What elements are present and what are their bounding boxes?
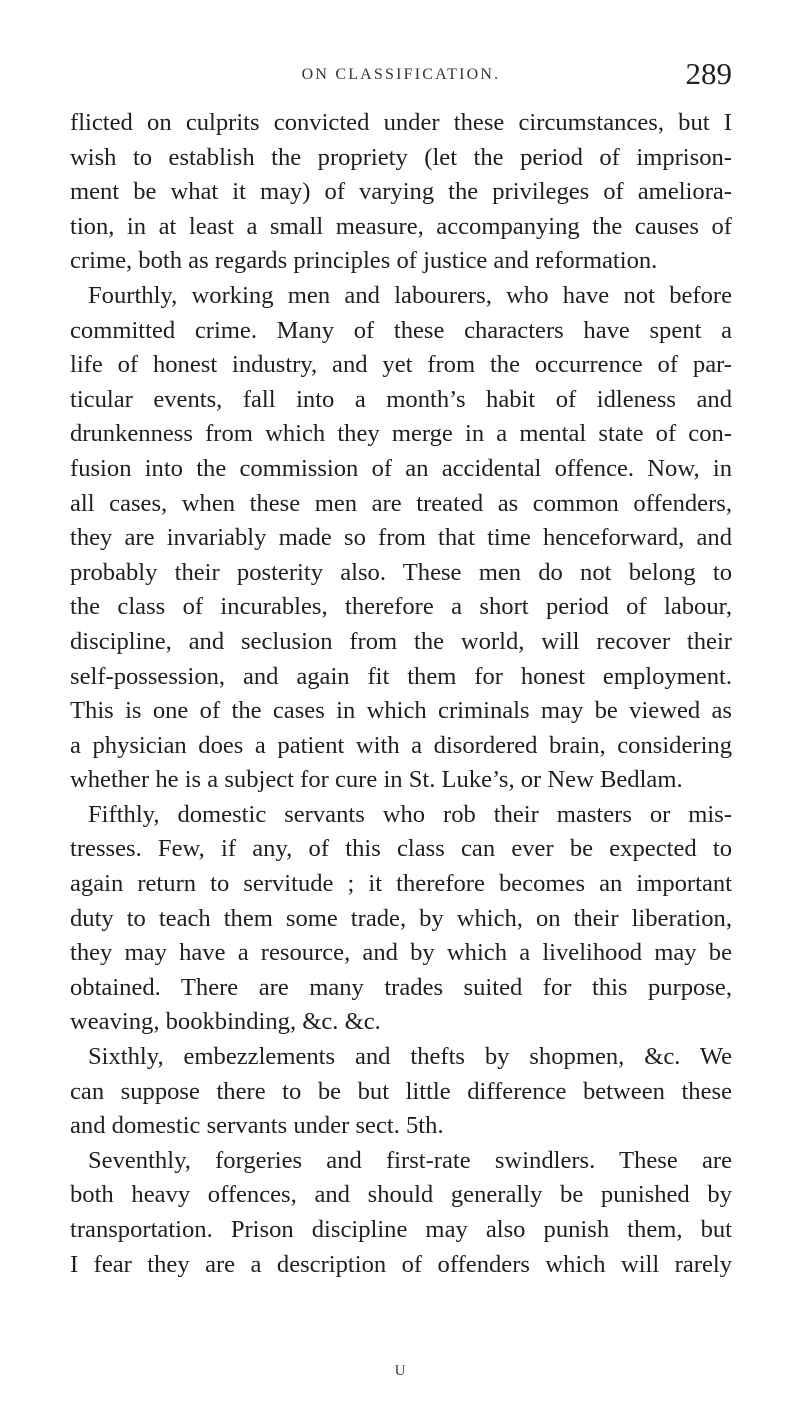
text-line: the class of incurables, therefore a short period of labour, bbox=[70, 593, 732, 621]
running-title: ON CLASSIFICATION. bbox=[301, 66, 501, 83]
text-line: life of honest industry, and yet from the occurrence of par- bbox=[70, 351, 732, 379]
text-line: all cases, when these men are treated as common offenders, bbox=[70, 489, 732, 517]
text-line: Fourthly, working men and labourers, who have not before bbox=[88, 281, 732, 309]
text-line: obtained. There are many trades suited for this purpose, bbox=[70, 973, 732, 1001]
text-line: crime, both as regards principles of justice and reformation. bbox=[70, 247, 658, 275]
text-line: duty to teach them some trade, by which, on their liberation, bbox=[70, 904, 732, 932]
text-line: both heavy offences, and should generally be punished by bbox=[70, 1181, 732, 1209]
text-line: and domestic servants under sect. 5th. bbox=[70, 1112, 444, 1140]
text-line: Seventhly, forgeries and first-rate swindlers. These are bbox=[88, 1146, 732, 1174]
text-line: whether he is a subject for cure in St. Luke’s, or New Bedlam. bbox=[70, 766, 683, 794]
text-line: weaving, bookbinding, &c. &c. bbox=[70, 1008, 381, 1036]
text-line: tresses. Few, if any, of this class can ever be expected to bbox=[70, 835, 732, 863]
text-line: again return to servitude ; it therefore becomes an important bbox=[70, 870, 732, 898]
text-line: committed crime. Many of these characters have spent a bbox=[70, 316, 732, 344]
text-line: I fear they are a description of offenders which will rarely bbox=[70, 1250, 732, 1278]
signature-mark: U bbox=[394, 1363, 406, 1379]
text-line: drunkenness from which they merge in a mental state of con- bbox=[70, 420, 732, 448]
page-number: 289 bbox=[685, 56, 732, 91]
text-line: Fifthly, domestic servants who rob their masters or mis- bbox=[88, 800, 732, 828]
text-line: ment be what it may) of varying the privileges of ameliora- bbox=[70, 178, 732, 206]
text-line: can suppose there to be but little difference between these bbox=[70, 1077, 732, 1105]
text-line: This is one of the cases in which criminals may be viewed as bbox=[70, 697, 732, 725]
text-line: they are invariably made so from that time henceforward, and bbox=[70, 524, 732, 552]
text-line: tion, in at least a small measure, accompanying the causes of bbox=[70, 212, 732, 240]
text-line: fusion into the commission of an accidental offence. Now, in bbox=[70, 454, 732, 482]
text-line: wish to establish the propriety (let the period of imprison- bbox=[70, 143, 732, 171]
text-line: flicted on culprits convicted under these circumstances, but I bbox=[70, 109, 732, 136]
text-line: transportation. Prison discipline may also punish them, but bbox=[70, 1216, 732, 1243]
text-line: ticular events, fall into a month’s habit of idleness and bbox=[70, 385, 732, 413]
body-text bbox=[70, 106, 732, 1282]
text-line: Sixthly, embezzlements and thefts by shopmen, &c. We bbox=[88, 1043, 732, 1071]
text-line: probably their posterity also. These men do not belong to bbox=[70, 558, 732, 586]
running-header bbox=[70, 58, 732, 98]
text-line: they may have a resource, and by which a livelihood may be bbox=[70, 939, 732, 967]
text-line: a physician does a patient with a disordered brain, considering bbox=[70, 731, 732, 759]
text-line: self-possession, and again fit them for honest employment. bbox=[70, 662, 732, 690]
text-line: discipline, and seclusion from the world, will recover their bbox=[70, 627, 732, 655]
